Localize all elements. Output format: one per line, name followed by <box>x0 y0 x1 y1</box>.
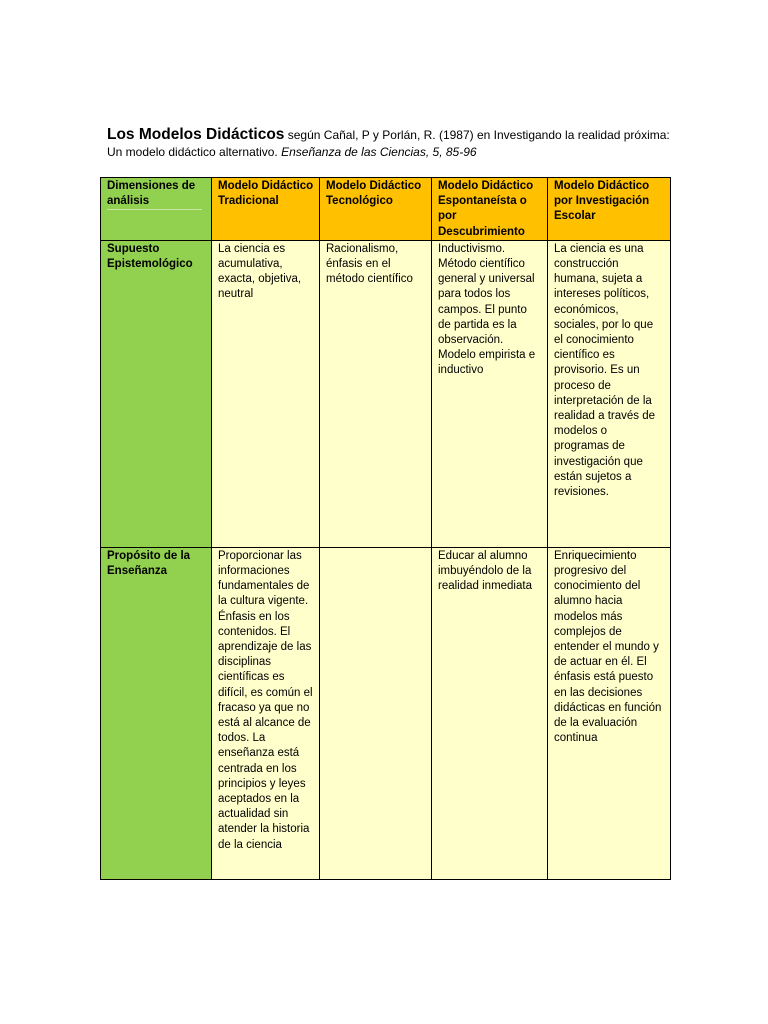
header-dimensiones: Dimensiones de análisis <box>101 178 212 241</box>
citation-line-1: según Cañal, P y Porlán, R. (1987) en Investigando la realidad próxima: <box>284 128 670 142</box>
row-label-proposito: Propósito de la Enseñanza <box>101 547 212 879</box>
document-title: Los Modelos Didácticos <box>107 126 285 143</box>
header-tradicional: Modelo Didáctico Tradicional <box>212 178 320 241</box>
table-row <box>101 547 671 879</box>
table-cell: Racionalismo, énfasis en el método científico <box>320 240 432 547</box>
didactic-models-table <box>100 177 671 880</box>
table-cell: Inductivismo. Método científico general y universal para todos los campos. El punto de partida es la observación. Modelo empirista e inductivo <box>432 240 548 547</box>
table-cell: La ciencia es una construcción humana, sujeta a intereses políticos, económicos, sociales, por lo que el conocimiento científico es provisorio. Es un proceso de interpretación de la realidad a través de modelos o programas de investigación que están sujetos a revisiones. <box>548 240 671 547</box>
table-cell: La ciencia es acumulativa, exacta, objetiva, neutral <box>212 240 320 547</box>
citation-line-2: Un modelo didáctico alternativo. <box>107 145 282 159</box>
table-cell: Educar al alumno imbuyéndolo de la realidad inmediata <box>432 547 548 879</box>
header-tecnologico: Modelo Didáctico Tecnológico <box>320 178 432 241</box>
table-header-row <box>101 178 671 241</box>
table-cell <box>320 547 432 879</box>
journal-reference: Enseñanza de las Ciencias, 5, 85-96 <box>281 145 477 159</box>
header-espontaneista: Modelo Didáctico Espontaneísta o por Descubrimiento <box>432 178 548 241</box>
table-cell: Proporcionar las informaciones fundamentales de la cultura vigente. Énfasis en los contenidos. El aprendizaje de las disciplinas científicas es difícil, es común el fracaso ya que no está al alcance de todos. La enseñanza está centrada en los principios y leyes aceptados en la actualidad sin atender la historia de la ciencia <box>212 547 320 879</box>
table-cell: Enriquecimiento progresivo del conocimiento del alumno hacia modelos más complejos de entender el mundo y de actuar en él. El énfasis está puesto en las decisiones didácticas en función de la evaluación continua <box>548 547 671 879</box>
row-label-supuesto: Supuesto Epistemológico <box>101 240 212 547</box>
document-heading <box>107 126 677 161</box>
table-row <box>101 240 671 547</box>
header-investigacion: Modelo Didáctico por Investigación Escolar <box>548 178 671 241</box>
